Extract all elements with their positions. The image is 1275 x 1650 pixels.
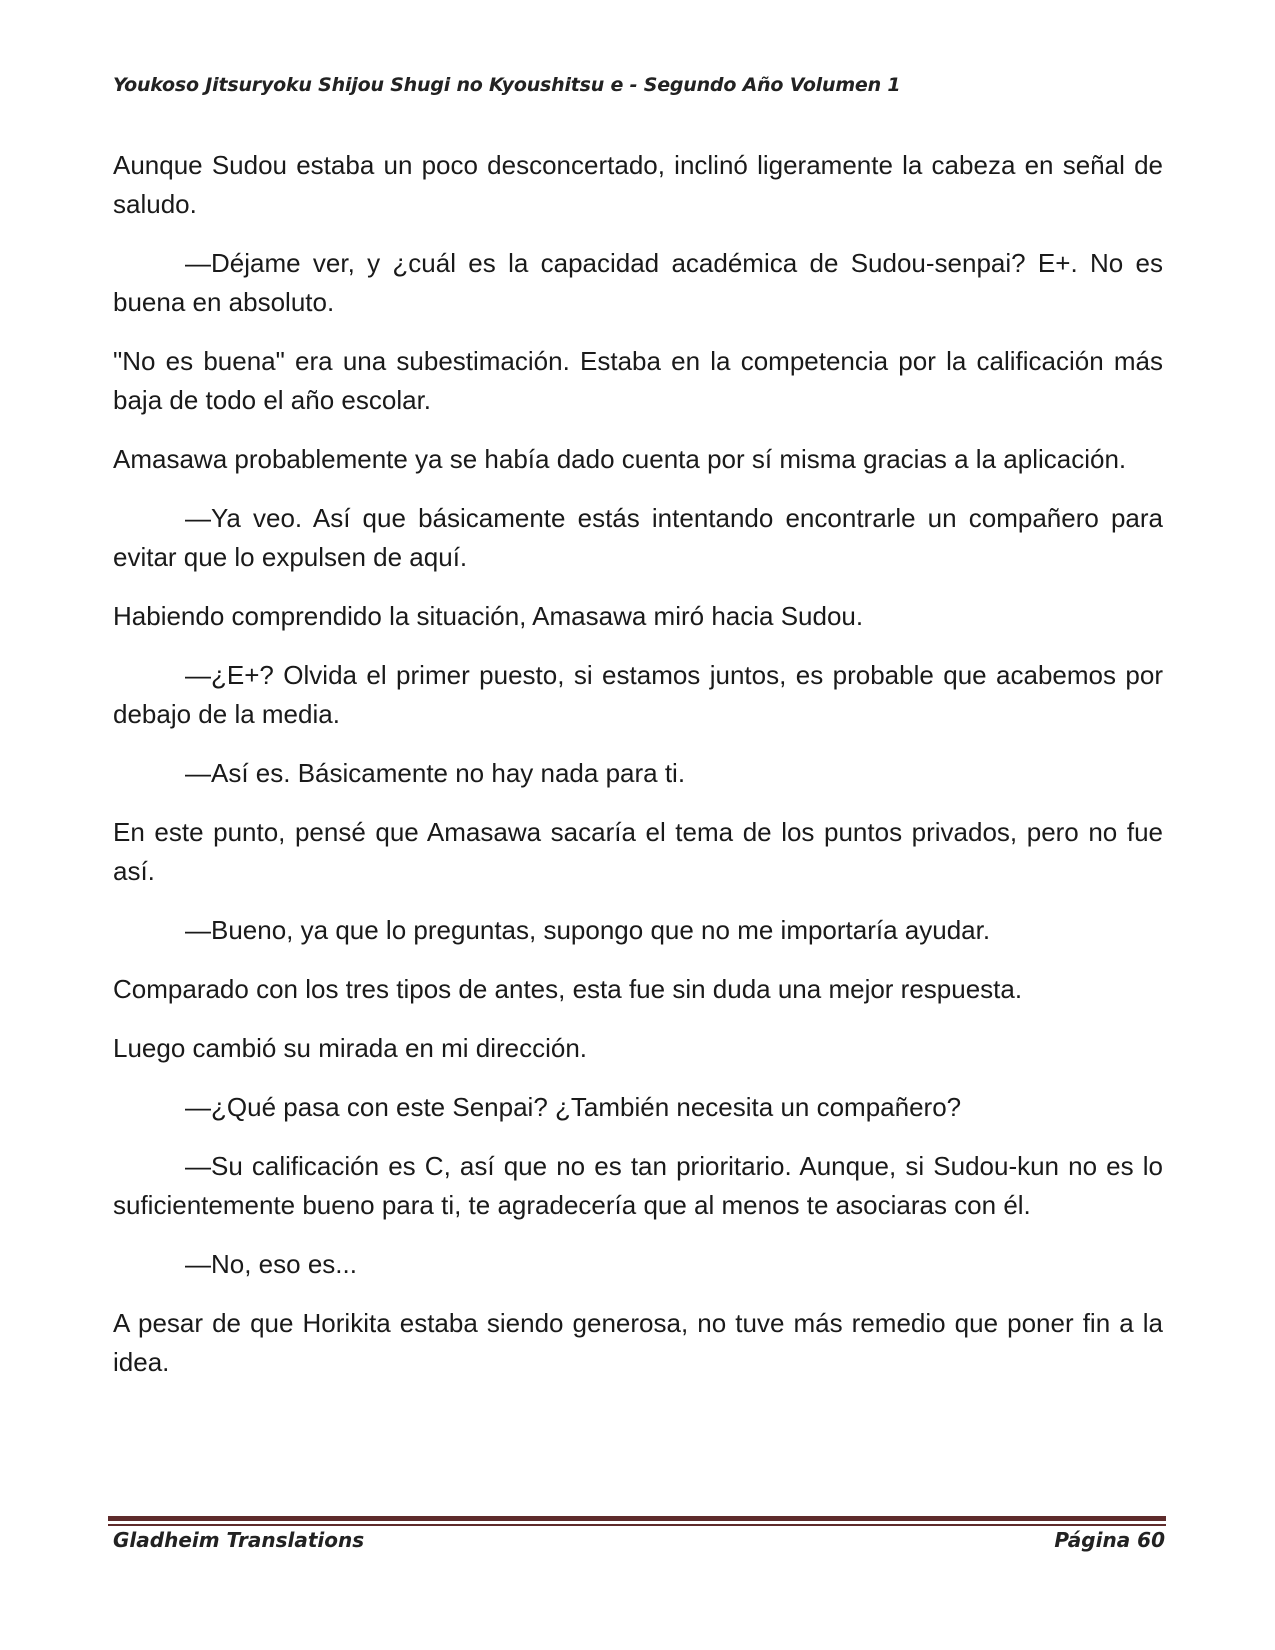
dialog-paragraph: —Su calificación es C, así que no es tan prioritario. Aunque, si Sudou-kun no es lo suficientemente bueno para ti, te agradecería que al menos te asociaras con él. [113,1151,1163,1220]
dialog-paragraph: —Ya veo. Así que básicamente estás intentando encontrarle un compañero para evitar que lo expulsen de aquí. [113,503,1163,572]
page-header-title: Youkoso Jitsuryoku Shijou Shugi no Kyoushitsu e - Segundo Año Volumen 1 [113,74,901,96]
dialog-paragraph: —Así es. Básicamente no hay nada para ti. [185,758,686,788]
page-body [113,146,1163,1402]
footer-translator-credit: Gladheim Translations [113,1528,365,1552]
footer-page-number: Página 60 [1054,1528,1165,1552]
paragraph: Amasawa probablemente ya se había dado cuenta por sí misma gracias a la aplicación. [113,444,1127,474]
dialog-paragraph: —¿Qué pasa con este Senpai? ¿También necesita un compañero? [185,1092,962,1122]
paragraph: "No es buena" era una subestimación. Estaba en la competencia por la calificación más baja de todo el año escolar. [113,346,1163,415]
footer-divider-thick [108,1516,1166,1521]
paragraph: A pesar de que Horikita estaba siendo generosa, no tuve más remedio que poner fin a la idea. [113,1308,1163,1377]
dialog-paragraph: —Déjame ver, y ¿cuál es la capacidad académica de Sudou-senpai? E+. No es buena en absoluto. [113,248,1163,317]
paragraph: Habiendo comprendido la situación, Amasawa miró hacia Sudou. [113,601,864,631]
paragraph: En este punto, pensé que Amasawa sacaría el tema de los puntos privados, pero no fue así. [113,817,1163,886]
dialog-paragraph: —No, eso es... [185,1249,357,1279]
paragraph: Aunque Sudou estaba un poco desconcertado, inclinó ligeramente la cabeza en señal de saludo. [113,150,1163,219]
paragraph: Comparado con los tres tipos de antes, esta fue sin duda una mejor respuesta. [113,974,1023,1004]
paragraph: Luego cambió su mirada en mi dirección. [113,1033,588,1063]
dialog-paragraph: —Bueno, ya que lo preguntas, supongo que no me importaría ayudar. [185,915,991,945]
footer-divider-thin [108,1524,1166,1526]
dialog-paragraph: —¿E+? Olvida el primer puesto, si estamos juntos, es probable que acabemos por debajo de la media. [113,660,1163,729]
